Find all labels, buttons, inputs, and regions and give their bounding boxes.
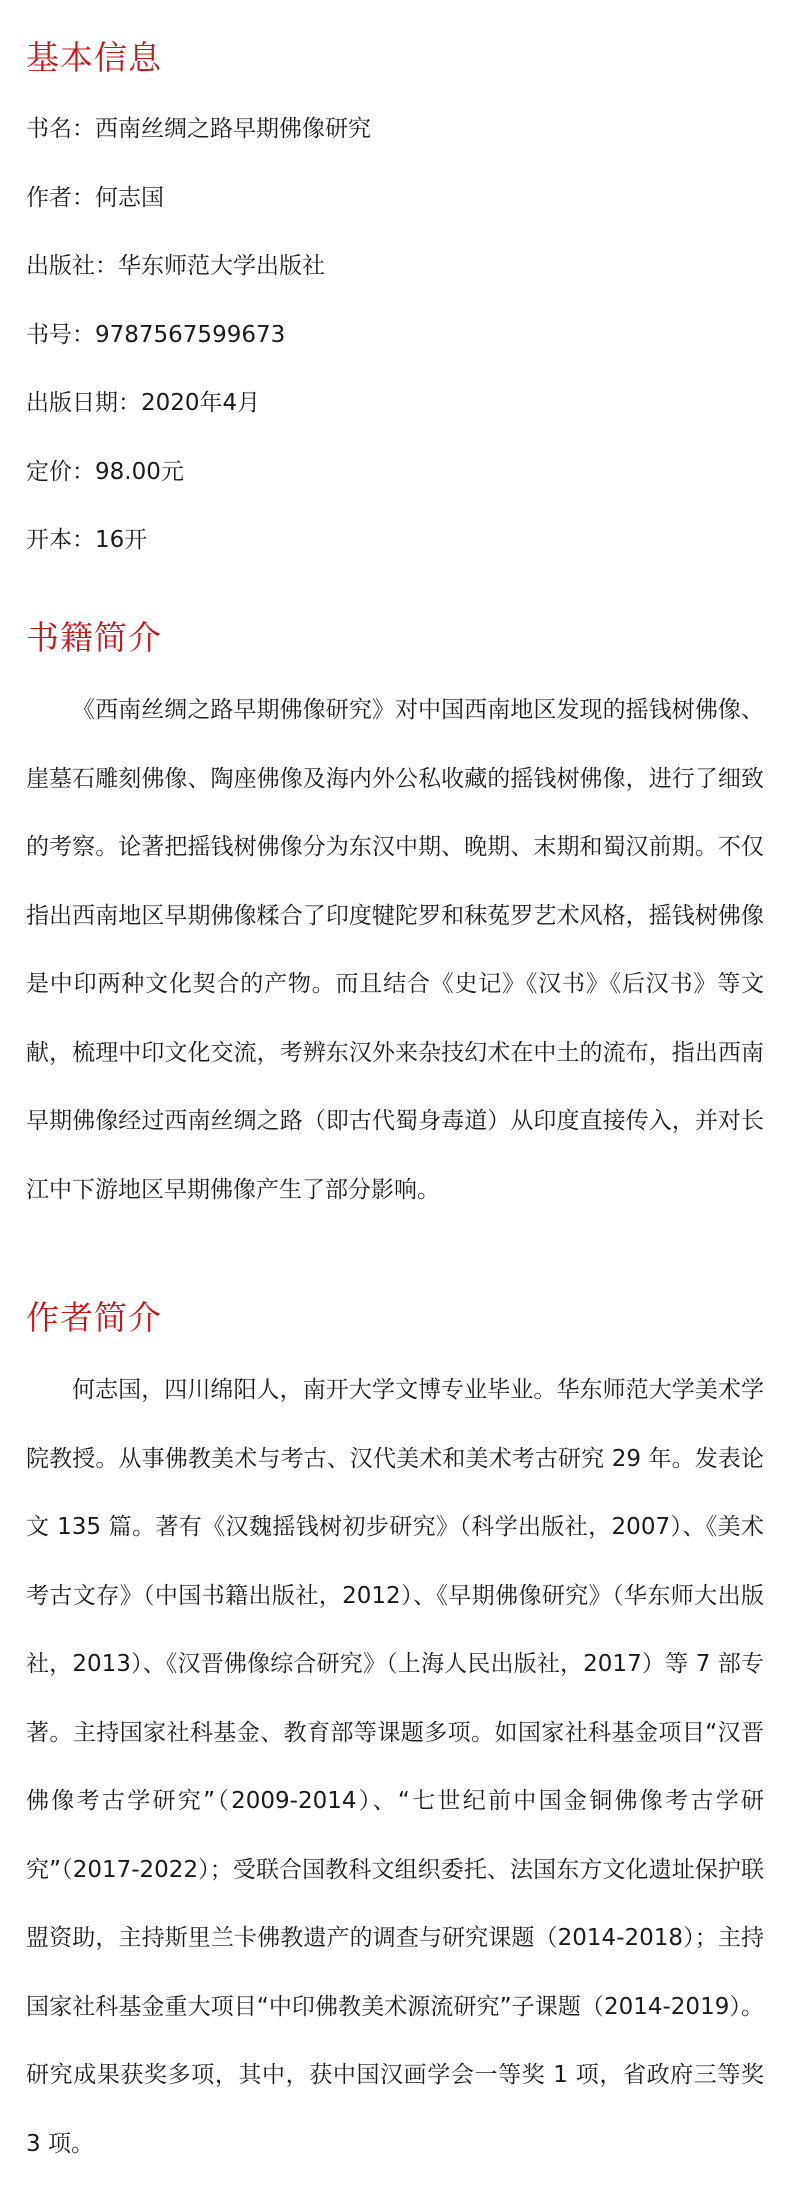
author-line: 作者：何志国 — [26, 184, 164, 211]
basic-info-list — [26, 114, 371, 594]
basic-info-heading: 基本信息 — [26, 38, 162, 77]
author-intro-paragraph: 何志国，四川绵阳人，南开大学文博专业毕业。华东师范大学美术学院教授。从事佛教美术与考古、汉代美术和美术考古研究 29 年。发表论文 135 篇。著有《汉魏摇钱树初步研究》（科学出版社，2007）、《美术考古文存》（中国书籍出版社，2012）、《早期佛像研究》（华东师大出版社，2013）、《汉晋佛像综合研究》（上海人民出版社，2017）等 7 部专著。主持国家社科基金、教育部等课题多项。如国家社科基金项目“汉晋佛像考古学研究”（2009-2014）、“七世纪前中国金铜佛像考古学研究”（2017-2022）；受联合国教科文组织委托、法国东方文化遗址保护联盟资助，主持斯里兰卡佛教遗产的调查与研究课题（2014-2018）；主持国家社科基金重大项目“中印佛教美术源流研究”子课题（2014-2019）。研究成果获奖多项，其中，获中国汉画学会一等奖 1 项，省政府三等奖 3 项。 — [26, 1377, 764, 2157]
format-line: 开本：16开 — [26, 527, 148, 553]
book-intro-paragraph: 《西南丝绸之路早期佛像研究》对中国西南地区发现的摇钱树佛像、崖墓石雕刻佛像、陶座佛像及海内外公私收藏的摇钱树佛像，进行了细致的考察。论著把摇钱树佛像分为东汉中期、晚期、末期和蜀汉前期。不仅指出西南地区早期佛像糅合了印度犍陀罗和秣菟罗艺术风格，摇钱树佛像是中印两种文化契合的产物。而且结合《史记》《汉书》《后汉书》等文献，梳理中印文化交流，考辨东汉外来杂技幻术在中土的流布，指出西南早期佛像经过西南丝绸之路（即古代蜀身毒道）从印度直接传入，并对长江中下游地区早期佛像产生了部分影响。 — [26, 697, 764, 1203]
book-title-line: 书名：西南丝绸之路早期佛像研究 — [26, 116, 371, 142]
publisher-line: 出版社：华东师范大学出版社 — [26, 253, 325, 279]
price-line: 定价：98.00元 — [26, 458, 184, 485]
isbn-line: 书号：9787567599673 — [26, 321, 286, 348]
author-intro-heading: 作者简介 — [26, 1298, 162, 1337]
book-intro-heading: 书籍简介 — [26, 618, 162, 657]
publish-date-line: 出版日期：2020年4月 — [26, 390, 261, 416]
